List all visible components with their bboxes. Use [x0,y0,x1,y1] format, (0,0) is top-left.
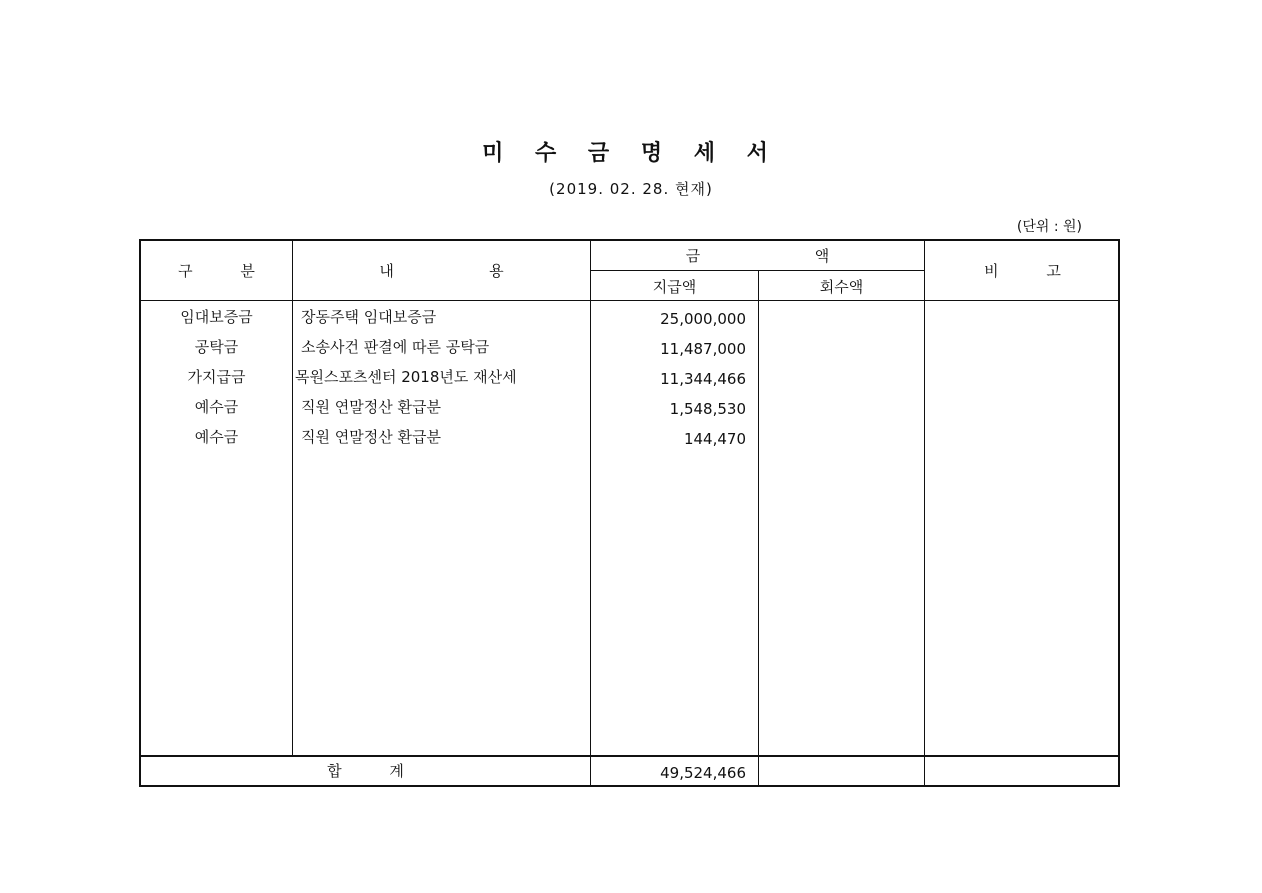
row-paid: 1,548,530 [669,400,746,418]
total-label: 합 계 [327,762,404,780]
row-content: 직원 연말정산 환급분 [301,398,441,416]
row-content: 소송사건 판결에 따른 공탁금 [301,338,490,356]
divider [292,241,293,756]
header-paid: 지급액 [652,278,697,296]
document-title: 미 수 금 명 세 서 [482,141,780,166]
header-remarks: 비 고 [984,262,1061,280]
row-category: 공탁금 [194,338,239,356]
document-date: (2019. 02. 28. 현재) [549,180,713,198]
row-category: 가지급금 [187,368,246,386]
divider [924,241,925,787]
divider [758,271,759,787]
divider [141,755,1120,757]
row-content: 장동주택 임대보증금 [301,308,437,326]
divider [141,300,1120,301]
receivables-table [139,239,1120,787]
row-paid: 25,000,000 [660,310,746,328]
header-category: 구 분 [178,262,255,280]
row-category: 예수금 [194,398,239,416]
row-content: 직원 연말정산 환급분 [301,428,441,446]
header-recovered: 회수액 [819,278,864,296]
row-paid: 11,344,466 [660,370,746,388]
row-category: 임대보증금 [180,308,253,326]
row-category: 예수금 [194,428,239,446]
row-paid: 144,470 [683,430,746,448]
divider [590,270,924,271]
row-paid: 11,487,000 [660,340,746,358]
unit-label: (단위 : 원) [1016,219,1082,235]
total-paid: 49,524,466 [660,764,746,782]
row-content: 목원스포츠센터 2018년도 재산세 [295,368,517,386]
header-amount: 금 액 [685,247,830,265]
header-content: 내 용 [379,262,504,280]
